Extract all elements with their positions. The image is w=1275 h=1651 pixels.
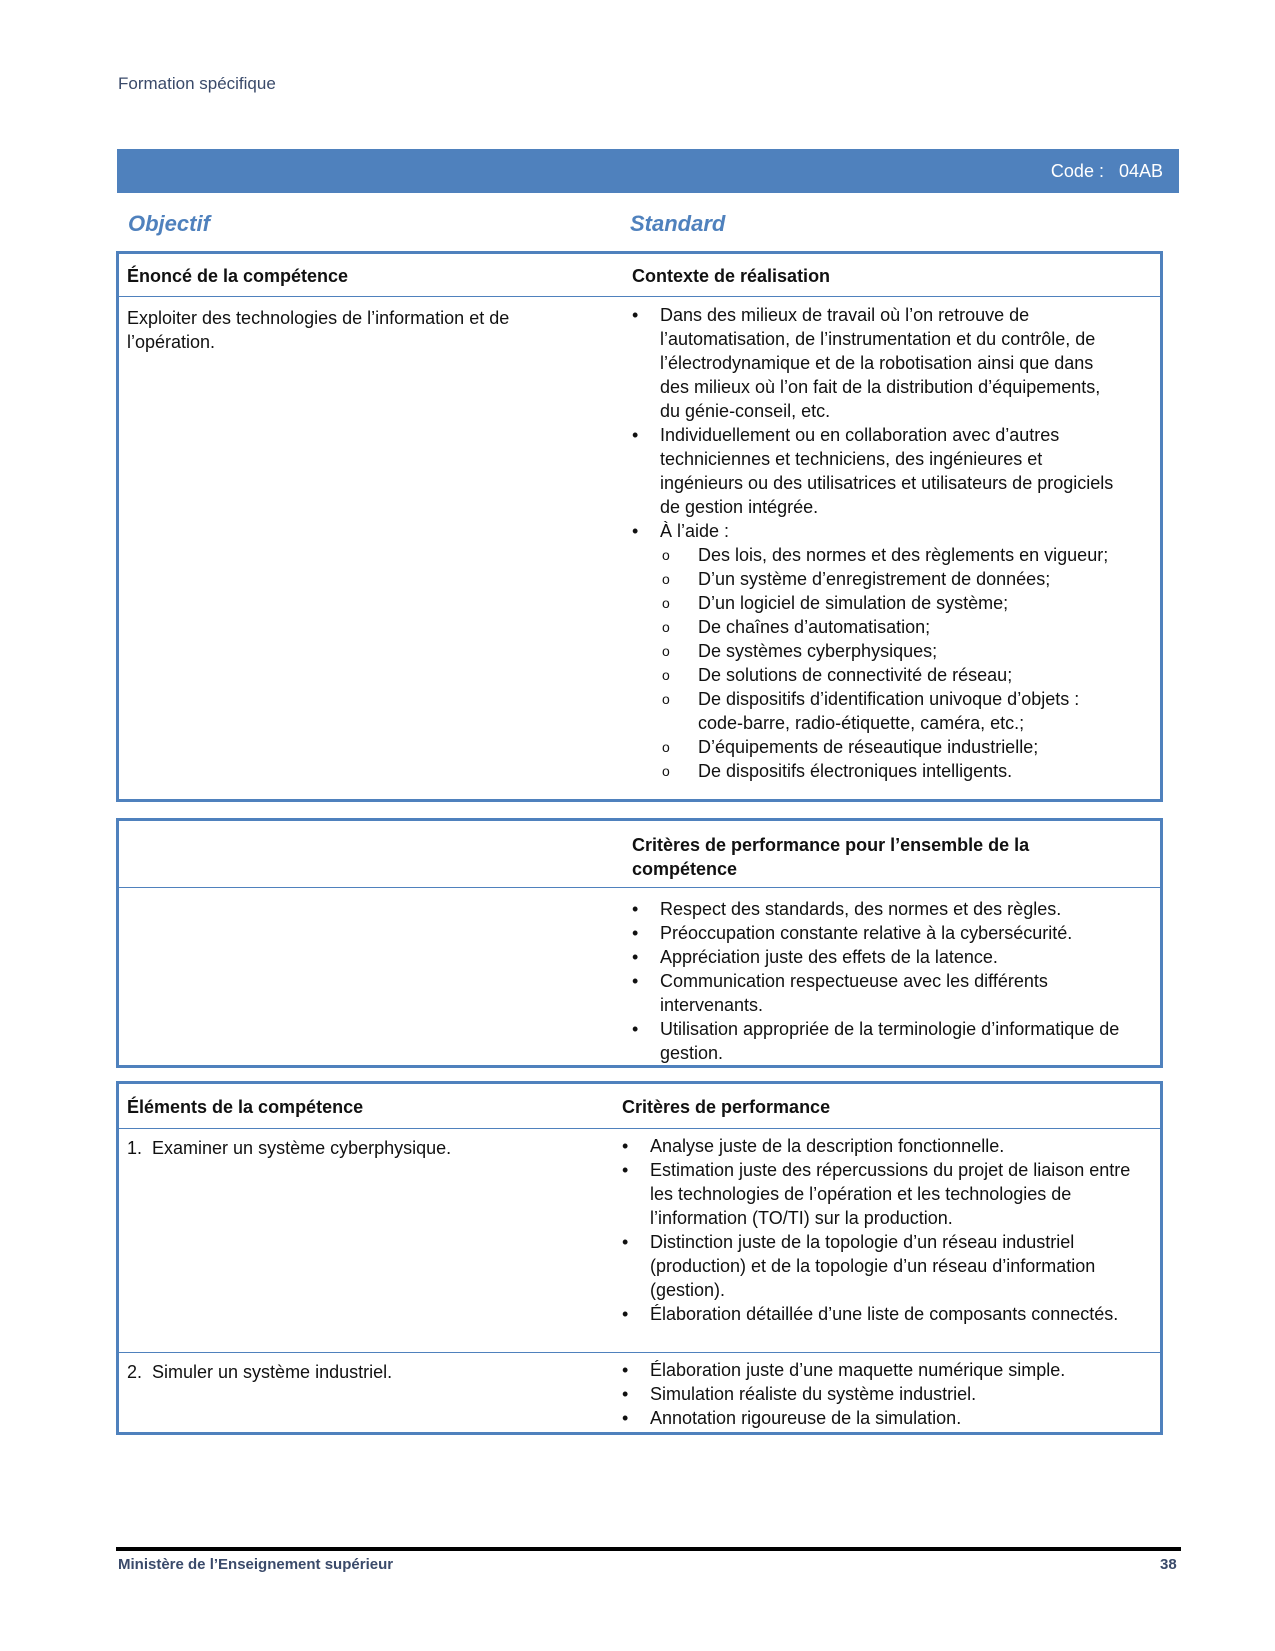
critere-item: • Estimation juste des répercussions du projet de liaison entre les technologies de l’opération et les technologies de l’information (TO/TI) sur la production. xyxy=(622,1158,1142,1230)
criteres-ensemble-table xyxy=(116,818,1163,1068)
aide-item: o D’un système d’enregistrement de données; xyxy=(660,567,1122,591)
page-header: Formation spécifique xyxy=(118,74,276,93)
critere-item: • Élaboration détaillée d’une liste de composants connectés. xyxy=(622,1302,1142,1326)
footer-divider xyxy=(116,1547,1181,1551)
element-1-criteria xyxy=(622,1134,1142,1326)
critere-item: • Simulation réaliste du système industriel. xyxy=(622,1382,1142,1406)
aide-item: o De systèmes cyberphysiques; xyxy=(660,639,1122,663)
code-bar xyxy=(117,149,1179,193)
criteres-header: Critères de performance xyxy=(622,1097,831,1117)
critere-item: • Appréciation juste des effets de la latence. xyxy=(632,945,1152,969)
element-1-label: 1. Examiner un système cyberphysique. xyxy=(127,1138,452,1158)
critere-item: • Préoccupation constante relative à la cybersécurité. xyxy=(632,921,1152,945)
critere-item: • Communication respectueuse avec les différents intervenants. xyxy=(632,969,1152,1017)
aide-item: o D’un logiciel de simulation de système; xyxy=(660,591,1122,615)
competency-code: Code : 04AB xyxy=(1050,161,1163,181)
contexte-item: • À l’aide : xyxy=(632,519,1122,543)
enonce-text: Exploiter des technologies de l’information et de l’opération. xyxy=(127,308,510,352)
standard-heading: Standard xyxy=(630,211,726,236)
aide-item: o De dispositifs d’identification univoque d’objets : code-barre, radio-étiquette, caméra, etc.; xyxy=(660,687,1122,735)
page-number: 38 xyxy=(1160,1556,1177,1573)
aide-item: o De chaînes d’automatisation; xyxy=(660,615,1122,639)
elements-header: Éléments de la compétence xyxy=(127,1097,364,1117)
critere-item: • Analyse juste de la description fonctionnelle. xyxy=(622,1134,1142,1158)
criteres-ensemble-header: Critères de performance pour l’ensemble de la compétence xyxy=(632,835,1030,879)
critere-item: • Annotation rigoureuse de la simulation. xyxy=(622,1406,1142,1430)
elements-criteres-table xyxy=(116,1081,1163,1435)
contexte-item: • Dans des milieux de travail où l’on retrouve de l’automatisation, de l’instrumentation et du contrôle, de l’électrodynamique et de la robotisation ainsi que dans des milieux où l’on fait de la distribution d’équipements, du génie-conseil, etc. xyxy=(632,303,1122,423)
criteres-ensemble-list xyxy=(632,897,1152,1065)
contexte-item: • Individuellement ou en collaboration avec d’autres techniciennes et techniciens, des ingénieures et ingénieurs ou des utilisatrices et utilisateurs de progiciels de gestion intégrée. xyxy=(632,423,1122,519)
element-2-label: 2. Simuler un système industriel. xyxy=(127,1362,393,1382)
critere-item: • Distinction juste de la topologie d’un réseau industriel (production) et de la topologie d’un réseau d’information (gestion). xyxy=(622,1230,1142,1302)
aide-item: o Des lois, des normes et des règlements en vigueur; xyxy=(660,543,1122,567)
element-2-criteria xyxy=(622,1358,1142,1430)
critere-item: • Utilisation appropriée de la terminologie d’informatique de gestion. xyxy=(632,1017,1152,1065)
aide-item: o De dispositifs électroniques intelligents. xyxy=(660,759,1122,783)
contexte-list xyxy=(632,303,1122,783)
contexte-header: Contexte de réalisation xyxy=(632,266,831,286)
enonce-contexte-table xyxy=(116,251,1163,802)
footer-ministry: Ministère de l’Enseignement supérieur xyxy=(118,1556,394,1573)
objectif-heading: Objectif xyxy=(128,211,210,236)
enonce-header: Énoncé de la compétence xyxy=(127,266,349,286)
aide-item: o De solutions de connectivité de réseau; xyxy=(660,663,1122,687)
aide-item: o D’équipements de réseautique industrielle; xyxy=(660,735,1122,759)
critere-item: • Élaboration juste d’une maquette numérique simple. xyxy=(622,1358,1142,1382)
critere-item: • Respect des standards, des normes et des règles. xyxy=(632,897,1152,921)
